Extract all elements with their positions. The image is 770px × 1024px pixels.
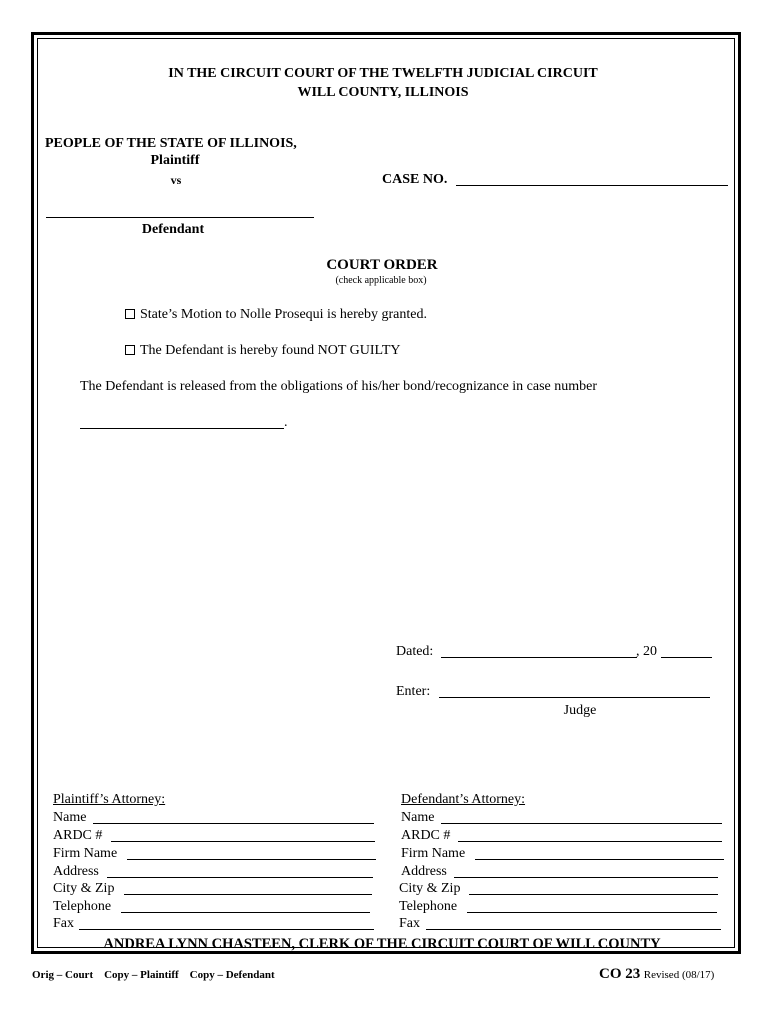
defendant-attorney-fax-field[interactable] [426, 929, 721, 930]
plaintiff-attorney-name-label: Name [53, 810, 87, 825]
defendant-attorney-ardc-field[interactable] [458, 841, 722, 842]
clerk-line: ANDREA LYNN CHASTEEN, CLERK OF THE CIRCUIT COURT OF WILL COUNTY [103, 936, 661, 952]
defendant-attorney-cityzip-label: City & Zip [399, 881, 461, 896]
defendant-attorney-title: Defendant’s Attorney: [401, 792, 526, 807]
plaintiff-attorney-telephone-field[interactable] [121, 912, 370, 913]
checkbox-icon[interactable] [125, 309, 135, 319]
year-field[interactable] [661, 657, 712, 658]
plaintiff-name: PEOPLE OF THE STATE OF ILLINOIS, [45, 136, 297, 151]
plaintiff-attorney-address-label: Address [53, 864, 99, 879]
defendant-attorney-telephone-field[interactable] [467, 912, 717, 913]
defendant-attorney-firm-field[interactable] [475, 859, 724, 860]
form-code: CO 23 [599, 966, 641, 982]
copy-distribution: Orig – Court Copy – Plaintiff Copy – Defendant [32, 969, 275, 981]
versus-label: vs [170, 173, 182, 187]
dated-label: Dated: [396, 644, 434, 659]
option-not-guilty[interactable]: The Defendant is hereby found NOT GUILTY [125, 343, 401, 359]
plaintiff-attorney-telephone-label: Telephone [53, 899, 112, 914]
release-period: . [284, 415, 288, 430]
order-title: COURT ORDER [326, 257, 438, 273]
court-heading-line2: WILL COUNTY, ILLINOIS [297, 85, 469, 100]
form-code-block [599, 966, 714, 983]
judge-signature-field[interactable] [439, 697, 710, 698]
plaintiff-attorney-title: Plaintiff’s Attorney: [53, 792, 166, 807]
plaintiff-attorney-cityzip-label: City & Zip [53, 881, 115, 896]
defendant-attorney-telephone-label: Telephone [399, 899, 458, 914]
defendant-attorney-name-label: Name [401, 810, 435, 825]
court-heading-line1: IN THE CIRCUIT COURT OF THE TWELFTH JUDICIAL CIRCUIT [168, 66, 598, 81]
plaintiff-attorney-address-field[interactable] [107, 877, 373, 878]
case-number-field[interactable] [456, 185, 728, 186]
plaintiff-attorney-cityzip-field[interactable] [124, 894, 372, 895]
release-text: The Defendant is released from the obligations of his/her bond/recognizance in case number [80, 379, 598, 394]
defendant-attorney-address-field[interactable] [454, 877, 718, 878]
plaintiff-attorney-ardc-field[interactable] [111, 841, 375, 842]
option-nolle-prosequi[interactable]: State’s Motion to Nolle Prosequi is hereby granted. [125, 307, 427, 323]
release-case-number-field[interactable] [80, 428, 284, 429]
checkbox-icon[interactable] [125, 345, 135, 355]
defendant-attorney-firm-label: Firm Name [401, 846, 466, 861]
year-prefix: , 20 [636, 644, 657, 659]
plaintiff-attorney-ardc-label: ARDC # [53, 828, 103, 843]
dated-field[interactable] [441, 657, 637, 658]
enter-label: Enter: [396, 684, 431, 699]
plaintiff-attorney-firm-field[interactable] [127, 859, 376, 860]
defendant-attorney-ardc-label: ARDC # [401, 828, 451, 843]
plaintiff-label: Plaintiff [150, 153, 200, 168]
case-number-label: CASE NO. [382, 172, 448, 187]
order-subtitle: (check applicable box) [335, 275, 427, 286]
defendant-label: Defendant [141, 222, 205, 237]
defendant-attorney-fax-label: Fax [399, 916, 420, 931]
defendant-name-field[interactable] [46, 217, 314, 218]
plaintiff-attorney-fax-label: Fax [53, 916, 74, 931]
plaintiff-attorney-fax-field[interactable] [79, 929, 374, 930]
defendant-attorney-cityzip-field[interactable] [469, 894, 718, 895]
revision-date: Revised (08/17) [643, 969, 715, 981]
judge-label: Judge [563, 703, 597, 718]
defendant-attorney-name-field[interactable] [441, 823, 722, 824]
plaintiff-attorney-name-field[interactable] [93, 823, 374, 824]
defendant-attorney-address-label: Address [401, 864, 447, 879]
page-border [31, 32, 741, 954]
plaintiff-attorney-firm-label: Firm Name [53, 846, 118, 861]
